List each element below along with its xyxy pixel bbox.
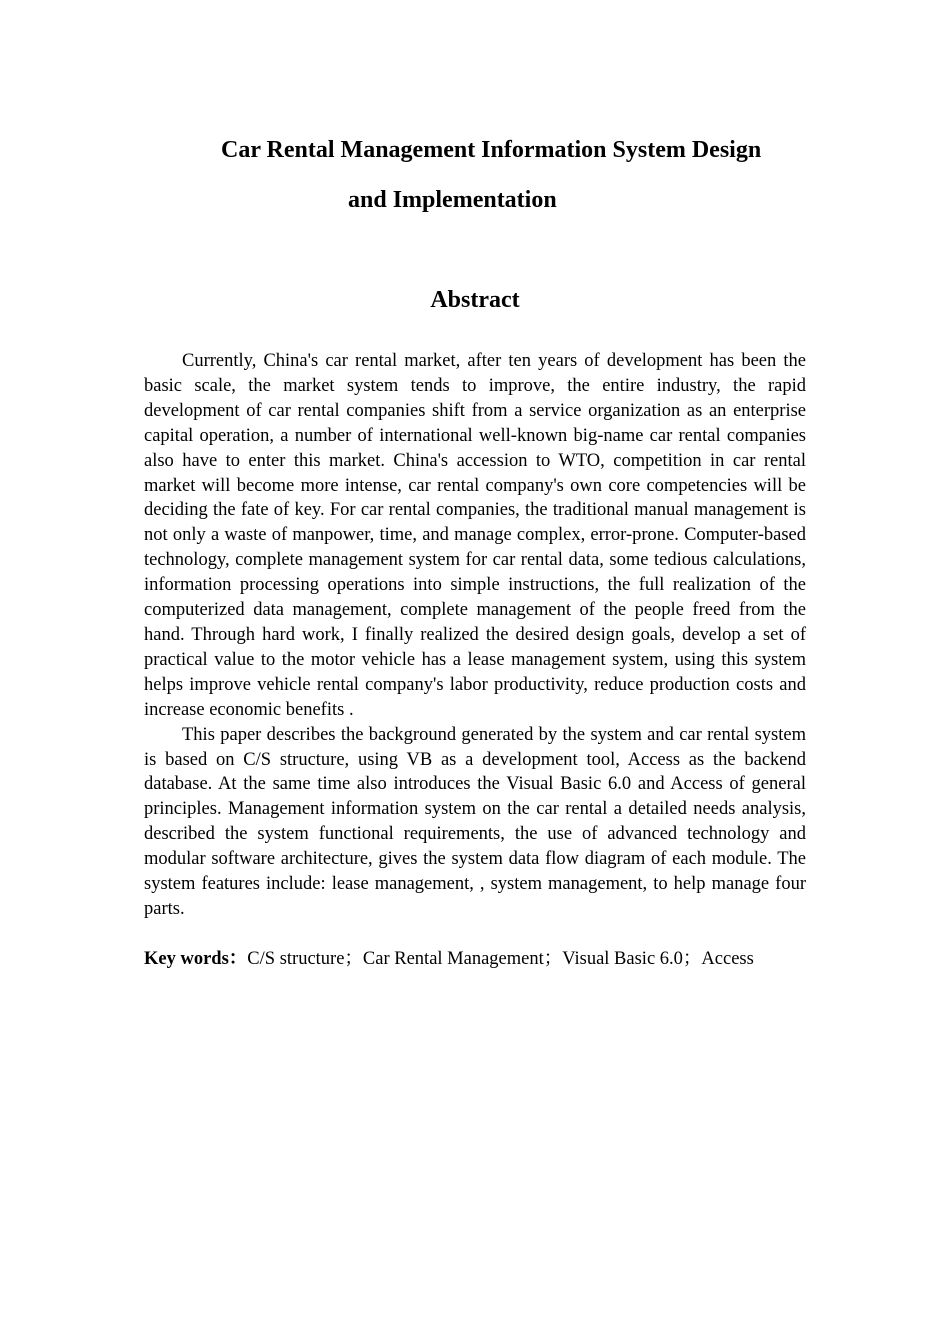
abstract-heading: Abstract [430, 287, 520, 313]
abstract-body [144, 349, 806, 922]
abstract-paragraph-1: Currently, China's car rental market, after ten years of development has been the basic scale, the market system tends to improve, the entire industry, the rapid development of car rental companies shift from a service organization as an enterprise capital operation, a number of international well-known big-name car rental companies also have to enter this market. China's accession to WTO, competition in car rental market will become more intense, car rental company's own core competencies will be deciding the fate of key. For car rental companies, the traditional manual management is not only a waste of manpower, time, and manage complex, error-prone. Computer-based technology, complete management system for car rental data, some tedious calculations, information processing operations into simple instructions, the full realization of the computerized data management, complete management of the people freed from the hand. Through hard work, I finally realized the desired design goals, develop a set of practical value to the motor vehicle has a lease management system, using this system helps improve vehicle rental company's labor productivity, reduce production costs and increase economic benefits . [144, 351, 806, 720]
keywords-label: Key words： [144, 949, 248, 969]
abstract-paragraph-2: This paper describes the background generated by the system and car rental system is based on C/S structure, using VB as a development tool, Access as the backend database. At the same time also introduces the Visual Basic 6.0 and Access of general principles. Management information system on the car rental a detailed needs analysis, described the system functional requirements, the use of advanced technology and modular software architecture, gives the system data flow diagram of each module. The system features include: lease management, , system management, to help manage four parts. [144, 724, 806, 919]
title-line-2: and Implementation [348, 187, 557, 213]
keywords-line [144, 947, 806, 972]
title-line-1: Car Rental Management Information System Design [221, 137, 762, 163]
keywords-text: C/S structure；Car Rental Management；Visual Basic 6.0；Access [247, 949, 754, 969]
